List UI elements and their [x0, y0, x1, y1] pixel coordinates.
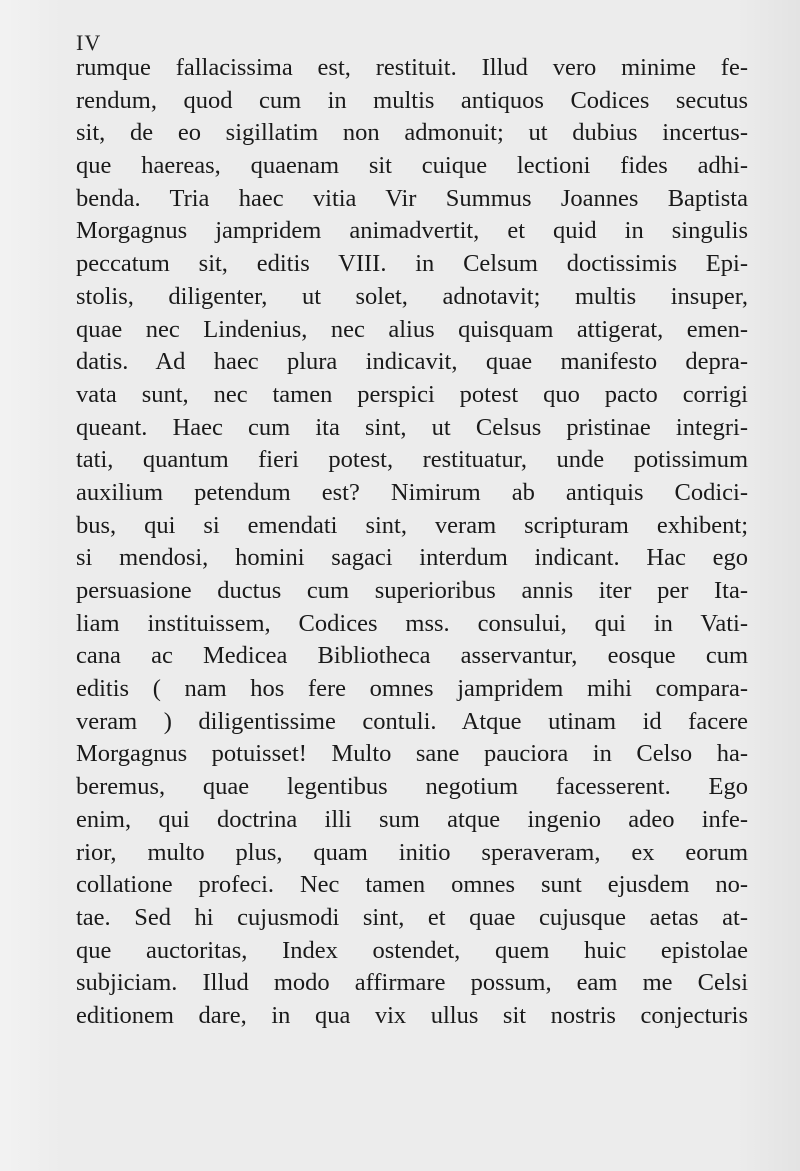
text-line: collatione profeci. Nec tamen omnes sunt ejusdem no- [76, 871, 748, 899]
body-text [76, 52, 748, 1033]
text-line: queant. Haec cum ita sint, ut Celsus pristinae integri- [76, 413, 748, 441]
text-line: persuasione ductus cum superioribus annis iter per Ita- [76, 577, 748, 604]
text-line: liam instituissem, Codices mss. consului, qui in Vati- [76, 609, 748, 637]
text-line: vata sunt, nec tamen perspici potest quo pacto corrigi [76, 380, 748, 408]
text-line: cana ac Medicea Bibliotheca asservantur, eosque cum [76, 642, 748, 670]
text-line: que haereas, quaenam sit cuique lectioni fides adhi- [76, 152, 748, 180]
text-line: tae. Sed hi cujusmodi sint, et quae cujusque aetas at- [76, 903, 748, 931]
text-line: Morgagnus potuisset! Multo sane pauciora in Celso ha- [76, 740, 748, 768]
text-line: editis ( nam hos fere omnes jampridem mihi compara- [76, 675, 748, 703]
text-line: Morgagnus jampridem animadvertit, et quid in singulis [76, 217, 748, 245]
text-line: editionem dare, in qua vix ullus sit nostris conjecturis [76, 1001, 748, 1029]
page-number: IV [76, 30, 102, 55]
text-line: auxilium petendum est? Nimirum ab antiquis Codici- [76, 478, 748, 506]
text-line: veram ) diligentissime contuli. Atque utinam id facere [76, 707, 748, 735]
text-line: sit, de eo sigillatim non admonuit; ut dubius incertus- [76, 119, 748, 147]
text-line: beremus, quae legentibus negotium facesserent. Ego [76, 773, 748, 801]
text-line: benda. Tria haec vitia Vir Summus Joannes Baptista [76, 184, 748, 212]
text-line: subjiciam. Illud modo affirmare possum, eam me Celsi [76, 969, 748, 997]
text-line: enim, qui doctrina illi sum atque ingenio adeo infe- [76, 805, 748, 833]
text-line: si mendosi, homini sagaci interdum indicant. Hac ego [76, 544, 748, 572]
text-line: stolis, diligenter, ut solet, adnotavit; multis insuper, [76, 282, 748, 310]
text-line: bus, qui si emendati sint, veram scripturam exhibent; [76, 511, 748, 539]
text-line: rendum, quod cum in multis antiquos Codices secutus [76, 86, 748, 114]
text-line: peccatum sit, editis VIII. in Celsum doctissimis Epi- [76, 250, 748, 278]
text-line: rior, multo plus, quam initio speraveram, ex eorum [76, 838, 748, 866]
text-line: quae nec Lindenius, nec alius quisquam attigerat, emen- [76, 315, 748, 343]
text-line: datis. Ad haec plura indicavit, quae manifesto depra- [76, 348, 748, 376]
text-line: tati, quantum fieri potest, restituatur, unde potissimum [76, 446, 748, 474]
text-line: que auctoritas, Index ostendet, quem huic epistolae [76, 936, 748, 964]
text-line: rumque fallacissima est, restituit. Illud vero minime fe- [76, 54, 748, 81]
